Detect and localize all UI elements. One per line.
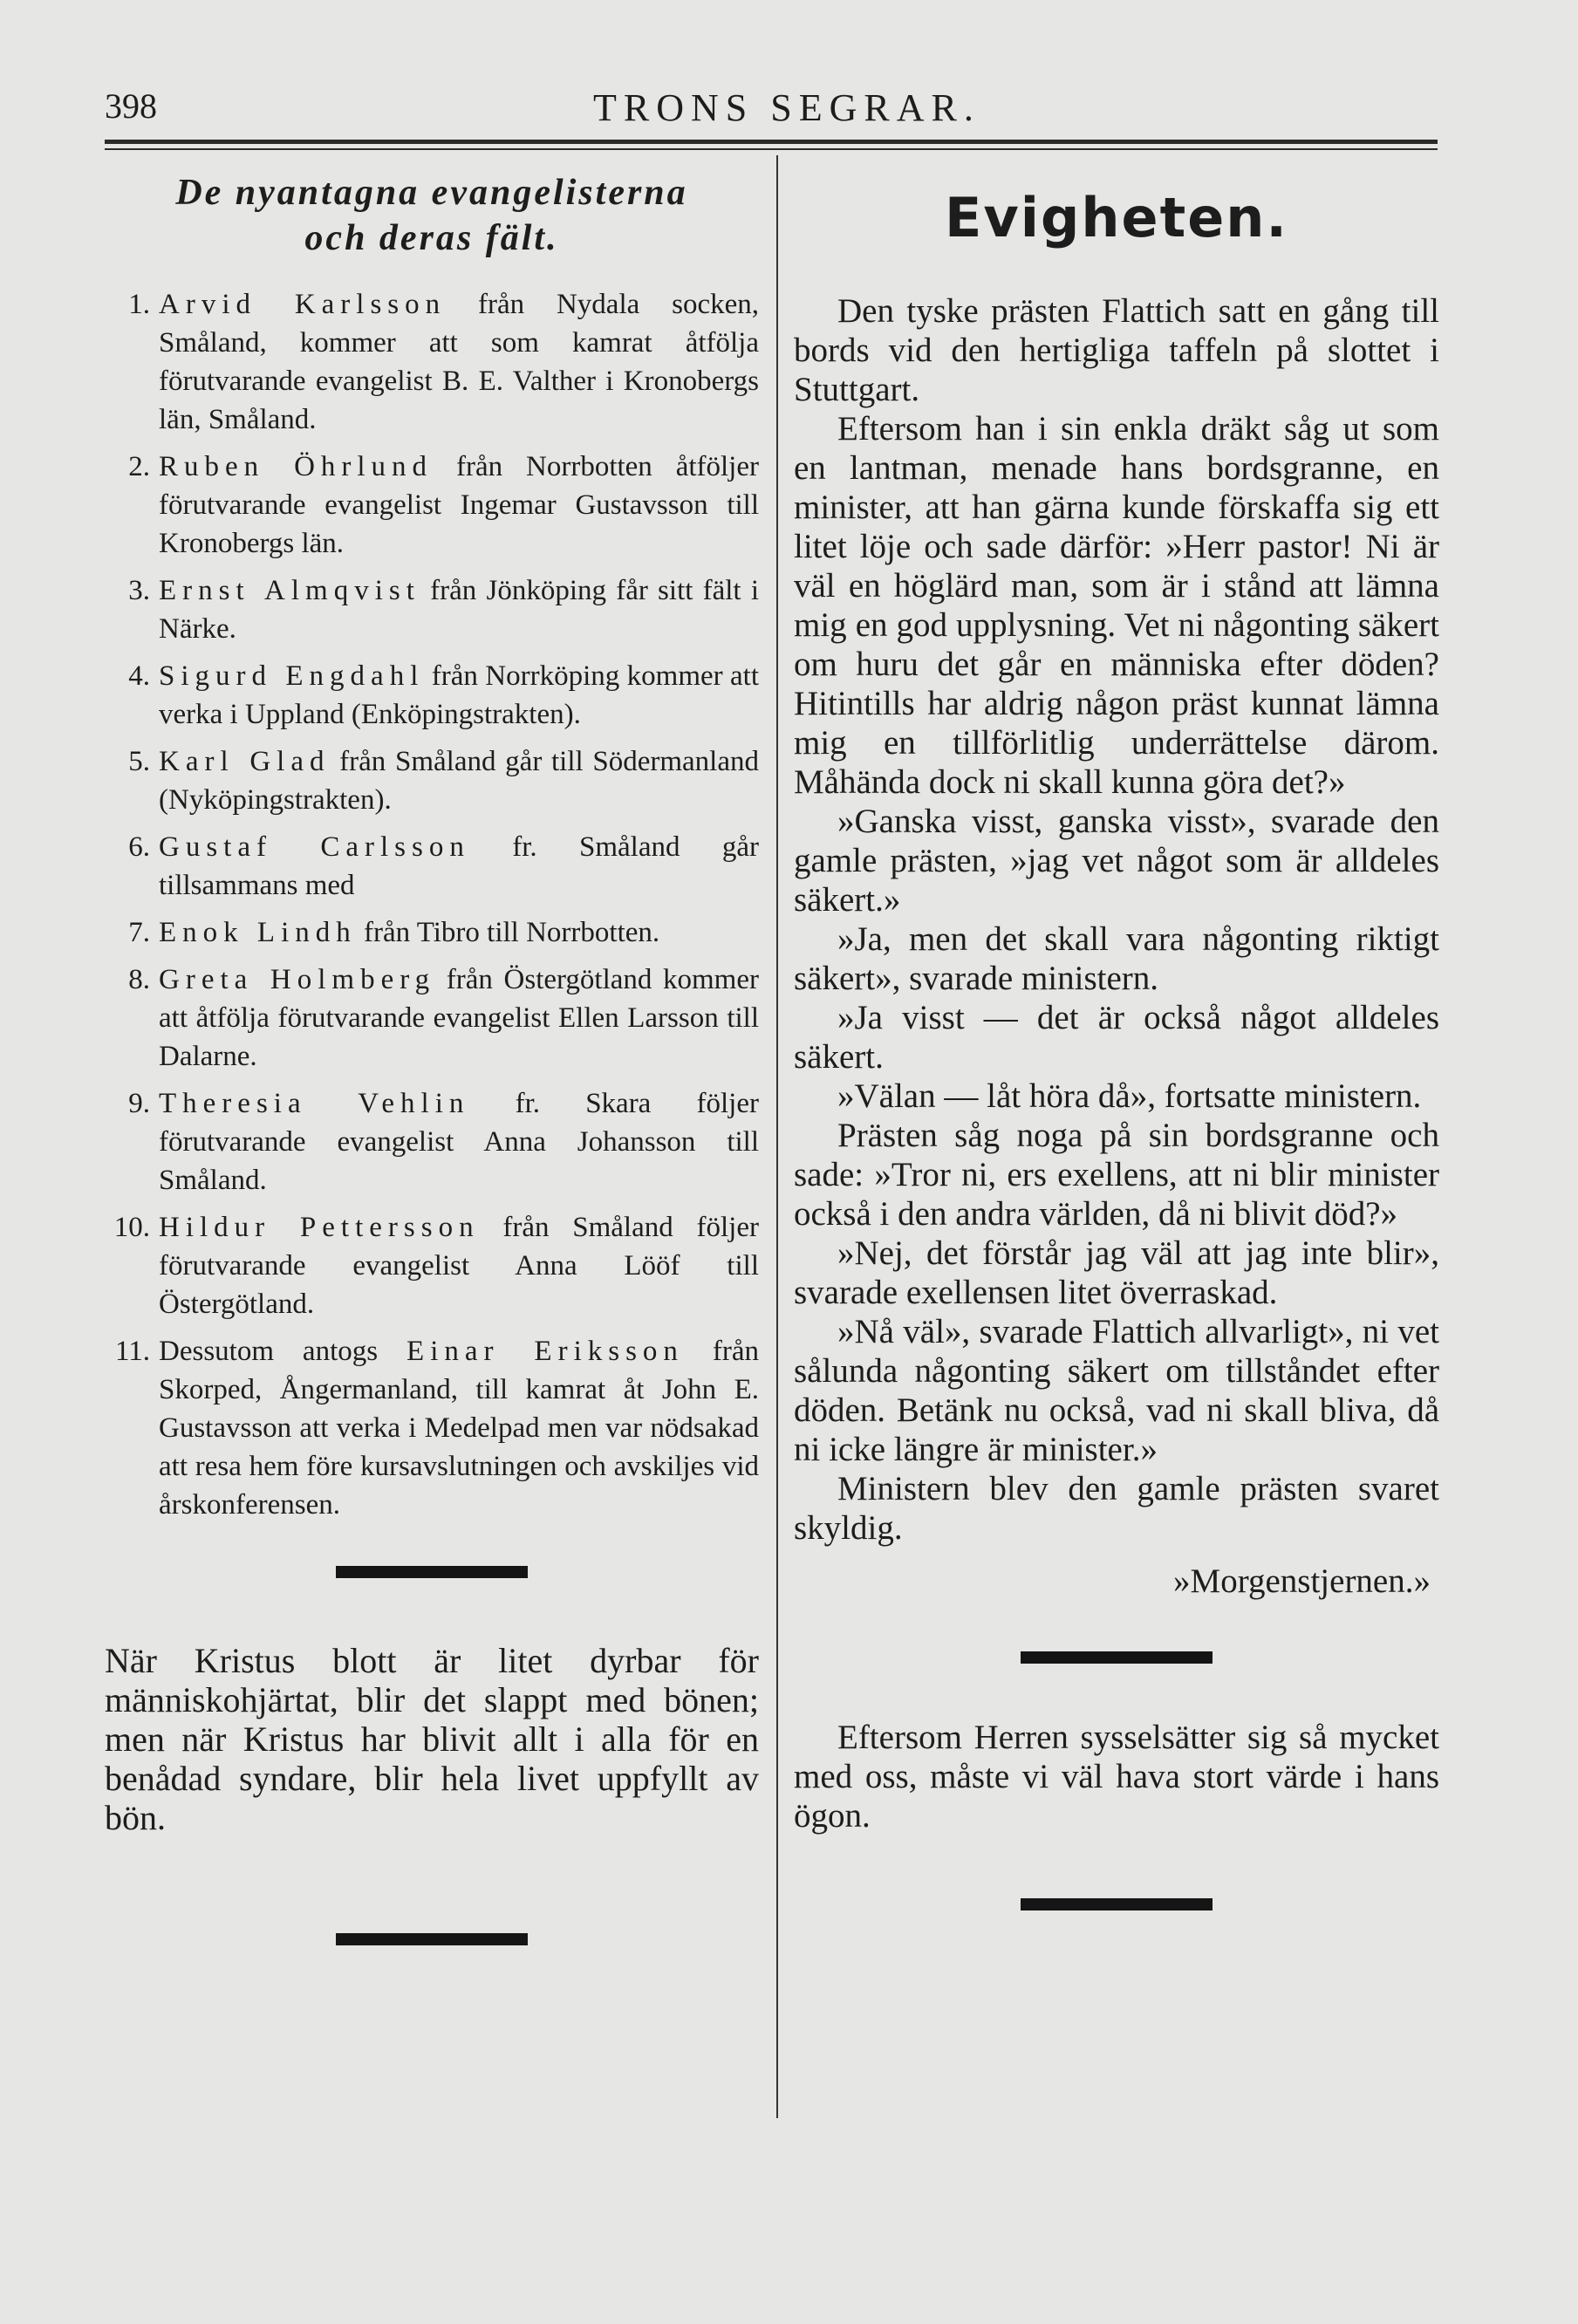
list-item: 8. Greta Holmberg från Östergötland kommer att åtfölja förutvarande evangelist Ellen Larsson till Dalarne. xyxy=(128,964,759,1072)
list-item: 1. Arvid Karlsson från Nydala socken, Småland, kommer att som kamrat åtfölja förutvarande evangelist B. E. Valther i Kronobergs län, Småland. xyxy=(128,289,759,435)
body-paragraph: Ministern blev den gamle prästen svaret skyldig. xyxy=(794,1470,1439,1547)
evangelist-list xyxy=(105,285,759,1524)
body-paragraph: Eftersom han i sin enkla dräkt såg ut som en lantman, menade hans bordsgranne, en minister, att han gärna kunde förskaffa sig ett litet löje och sade därför: »Herr pastor! Ni är väl en höglärd man, som är i stånd att lämna mig en god upplysning. Vet ni någonting säkert om huru det går en människa efter döden? Hitintills har aldrig någon präst kunnat lämna mig en tillförlitlig underrättelse därom. Måhända dock ni skall kunna göra det?» xyxy=(794,410,1439,801)
body-paragraph: »Ganska visst, ganska visst», svarade den gamle prästen, »jag vet något som är alldeles säkert.» xyxy=(794,803,1439,919)
running-title: TRONS SEGRAR. xyxy=(593,86,980,129)
body-paragraph: »Välan — låt höra då», fortsatte ministern. xyxy=(837,1077,1422,1115)
list-item: 3. Ernst Almqvist från Jönköping får sitt fält i Närke. xyxy=(128,575,759,645)
list-item: 7. Enok Lindh från Tibro till Norrbotten. xyxy=(128,917,660,948)
source-attribution: »Morgenstjernen.» xyxy=(1173,1562,1431,1600)
list-item: 10. Hildur Pettersson från Småland följer förutvarande evangelist Anna Lööf till Östergötland. xyxy=(113,1212,759,1320)
body-paragraph: Den tyske prästen Flattich satt en gång till bords vid den hertigliga taffeln på slottet i Stuttgart. xyxy=(794,292,1439,408)
page-number: 398 xyxy=(105,86,157,126)
body-paragraph: »Ja visst — det är också något alldeles säkert. xyxy=(794,999,1439,1076)
list-item: 5. Karl Glad från Småland går till Södermanland (Nyköpingstrakten). xyxy=(128,746,759,816)
herren-paragraph: Eftersom Herren sysselsätter sig så mycket med oss, måste vi väl hava stort värde i hans ögon. xyxy=(794,1719,1439,1835)
section-divider xyxy=(336,1933,528,1945)
evangelists-heading: De nyantagna evangelisterna och deras fält. xyxy=(175,173,688,258)
body-paragraph: »Nej, det förstår jag väl att jag inte blir», svarade exellensen litet överraskad. xyxy=(794,1234,1439,1311)
list-item: 6. Gustaf Carlsson fr. Småland går tillsammans med xyxy=(128,831,760,901)
header-rule-thin xyxy=(105,148,1438,150)
evigheten-heading: Evigheten. xyxy=(945,186,1288,249)
column-divider xyxy=(776,155,778,2118)
list-item: 4. Sigurd Engdahl från Norrköping kommer att verka i Uppland (Enköpingstrakten). xyxy=(128,660,759,730)
section-divider xyxy=(336,1566,528,1578)
section-divider xyxy=(1021,1651,1213,1664)
right-column xyxy=(794,170,1439,1910)
body-paragraph: Prästen såg noga på sin bordsgranne och sade: »Tror ni, ers exellens, att ni blir minister också i den andra världen, då ni blivit död?» xyxy=(794,1117,1439,1233)
section-divider xyxy=(1021,1898,1213,1910)
header-rule xyxy=(105,140,1438,144)
body-paragraph: »Ja, men det skall vara någonting riktigt säkert», svarade ministern. xyxy=(794,920,1439,997)
left-column xyxy=(105,170,759,1945)
list-item: 11. Dessutom antogs Einar Eriksson från Skorped, Ångermanland, till kamrat åt John E. Gustavsson att verka i Medelpad men var nödsakad att resa hem före kursavslutningen och avskiljes vid årskonferensen. xyxy=(114,1336,759,1521)
list-item: 9. Theresia Vehlin fr. Skara följer förutvarande evangelist Anna Johansson till Småland. xyxy=(128,1088,759,1196)
kristus-paragraph: När Kristus blott är litet dyrbar för människohjärtat, blir det slappt med bönen; men när Kristus har blivit allt i alla för en benådad syndare, blir hela livet uppfyllt av bön. xyxy=(105,1641,759,1837)
body-paragraph: »Nå väl», svarade Flattich allvarligt», ni vet sålunda någonting säkert om tillståndet efter döden. Betänk nu också, vad ni skall bliva, då ni icke längre är minister.» xyxy=(794,1313,1439,1468)
list-item: 2. Ruben Öhrlund från Norrbotten åtföljer förutvarande evangelist Ingemar Gustavsson till Kronobergs län. xyxy=(128,451,759,559)
